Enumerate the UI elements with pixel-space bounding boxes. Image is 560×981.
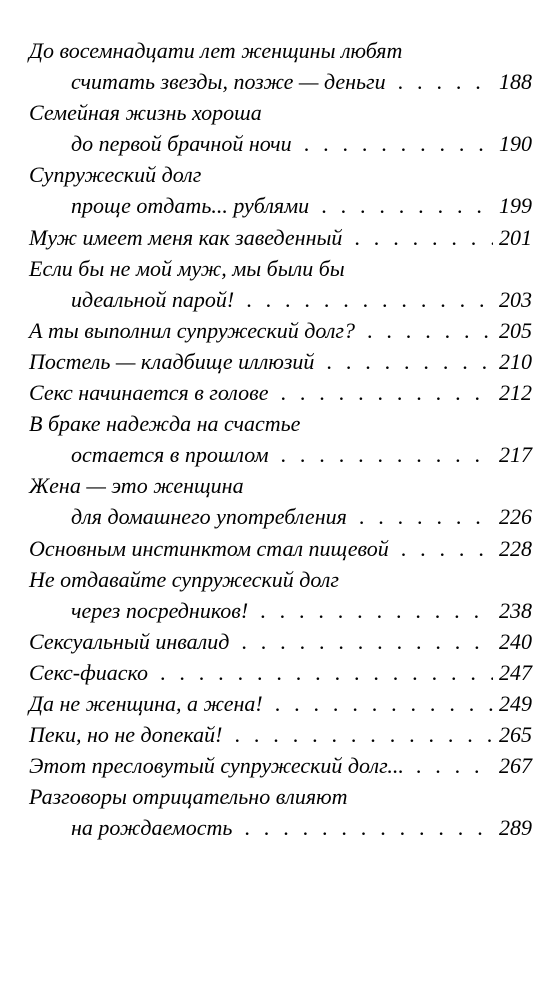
toc-entry-title: остается в прошлом bbox=[71, 442, 269, 468]
toc-entry[interactable] bbox=[29, 781, 532, 843]
dot-leader bbox=[342, 222, 493, 253]
toc-entry-line bbox=[29, 750, 532, 781]
toc-entry-continuation-line bbox=[29, 190, 532, 221]
toc-entry-title: Основным инстинктом стал пищевой bbox=[29, 535, 389, 561]
toc-entry-line bbox=[29, 408, 532, 439]
toc-entry[interactable] bbox=[29, 719, 532, 750]
dot-leader bbox=[148, 657, 493, 688]
toc-entry-title: Если бы не мой муж, мы были бы bbox=[29, 255, 345, 281]
dot-leader bbox=[269, 439, 494, 470]
toc-entry[interactable] bbox=[29, 346, 532, 377]
toc-entry-line bbox=[29, 159, 532, 190]
toc-entry-title: Секс начинается в голове bbox=[29, 380, 269, 406]
toc-entry-title: идеальной парой! bbox=[71, 286, 235, 312]
toc-entry[interactable] bbox=[29, 253, 532, 315]
toc-entry-continuation-line bbox=[29, 128, 532, 159]
toc-entry-line bbox=[29, 346, 532, 377]
toc-entry-title: Не отдавайте супружеский долг bbox=[29, 566, 339, 592]
toc-entry-continuation-line bbox=[29, 439, 532, 470]
toc-entry[interactable] bbox=[29, 470, 532, 532]
toc-entry-line bbox=[29, 315, 532, 346]
toc-entry-title: До восемнадцати лет женщины любят bbox=[29, 38, 403, 63]
toc-entry-title: Семейная жизнь хороша bbox=[29, 100, 262, 126]
toc-entry-title: Разговоры отрицательно влияют bbox=[29, 784, 348, 810]
toc-entry-title: Жена — это женщина bbox=[29, 473, 244, 499]
dot-leader bbox=[229, 626, 493, 657]
toc-entry-line bbox=[29, 377, 532, 408]
toc-entry-line bbox=[29, 222, 532, 253]
toc-entry-title: В браке надежда на счастье bbox=[29, 411, 301, 437]
toc-page-number: 205 bbox=[499, 317, 532, 343]
toc-entry[interactable] bbox=[29, 564, 532, 626]
toc-page-number: 203 bbox=[499, 286, 532, 312]
toc-entry[interactable] bbox=[29, 35, 532, 97]
toc-entry[interactable] bbox=[29, 222, 532, 253]
dot-leader bbox=[248, 595, 493, 626]
toc-entry-title: через посредников! bbox=[71, 597, 249, 623]
toc-entry-line bbox=[29, 564, 532, 595]
toc-page-number: 226 bbox=[499, 504, 532, 530]
dot-leader bbox=[232, 812, 493, 843]
dot-leader bbox=[292, 128, 493, 159]
toc-entry-continuation-line bbox=[29, 812, 532, 843]
toc-page-number: 228 bbox=[499, 535, 532, 561]
toc-entry-title: для домашнего употребления bbox=[71, 504, 347, 530]
toc-entry-line bbox=[29, 626, 532, 657]
toc-page-number: 201 bbox=[499, 224, 532, 250]
toc-entry[interactable] bbox=[29, 159, 532, 221]
dot-leader bbox=[234, 284, 493, 315]
table-of-contents bbox=[29, 35, 532, 843]
toc-entry[interactable] bbox=[29, 533, 532, 564]
toc-entry-title: Пеки, но не допекай! bbox=[29, 722, 223, 748]
toc-page-number: 238 bbox=[499, 597, 532, 623]
dot-leader bbox=[263, 688, 493, 719]
toc-page-number: 212 bbox=[499, 380, 532, 406]
toc-entry-line bbox=[29, 657, 532, 688]
toc-entry-line bbox=[29, 35, 532, 66]
toc-entry[interactable] bbox=[29, 626, 532, 657]
toc-entry[interactable] bbox=[29, 688, 532, 719]
toc-entry-title: считать звезды, позже — деньги bbox=[71, 69, 386, 95]
toc-entry[interactable] bbox=[29, 750, 532, 781]
toc-entry[interactable] bbox=[29, 315, 532, 346]
toc-entry-continuation-line bbox=[29, 595, 532, 626]
dot-leader bbox=[309, 190, 493, 221]
dot-leader bbox=[389, 533, 493, 564]
toc-entry[interactable] bbox=[29, 377, 532, 408]
dot-leader bbox=[347, 501, 493, 532]
toc-page-number: 188 bbox=[499, 69, 532, 95]
toc-entry[interactable] bbox=[29, 97, 532, 159]
dot-leader bbox=[355, 315, 493, 346]
dot-leader bbox=[314, 346, 493, 377]
dot-leader bbox=[268, 377, 493, 408]
dot-leader bbox=[223, 719, 494, 750]
toc-entry-title: Сексуальный инвалид bbox=[29, 628, 230, 654]
toc-entry-continuation-line bbox=[29, 66, 532, 97]
toc-entry-title: проще отдать... рублями bbox=[71, 193, 310, 219]
toc-entry-line bbox=[29, 470, 532, 501]
toc-entry-title: Супружеский долг bbox=[29, 162, 202, 188]
toc-entry-title: до первой брачной ночи bbox=[71, 131, 292, 157]
dot-leader bbox=[404, 750, 493, 781]
toc-entry-continuation-line bbox=[29, 501, 532, 532]
toc-page-number: 217 bbox=[499, 442, 532, 468]
toc-entry-title: Секс-фиаско bbox=[29, 659, 148, 685]
toc-page-number: 210 bbox=[499, 348, 532, 374]
toc-entry-title: Да не женщина, а жена! bbox=[29, 690, 263, 716]
toc-entry-continuation-line bbox=[29, 284, 532, 315]
toc-page-number: 249 bbox=[499, 690, 532, 716]
toc-entry-line bbox=[29, 781, 532, 812]
toc-entry[interactable] bbox=[29, 408, 532, 470]
toc-page-number: 190 bbox=[499, 131, 532, 157]
toc-entry-title: А ты выполнил супружеский долг? bbox=[29, 317, 355, 343]
toc-entry-title: Постель — кладбище иллюзий bbox=[29, 348, 315, 374]
toc-page-number: 265 bbox=[499, 722, 532, 748]
toc-page-number: 267 bbox=[499, 753, 532, 779]
toc-page-number: 240 bbox=[499, 628, 532, 654]
toc-page-number: 199 bbox=[499, 193, 532, 219]
toc-entry-title: на рождаемость bbox=[71, 815, 233, 841]
toc-entry-title: Муж имеет меня как заведенный bbox=[29, 224, 343, 250]
toc-entry-line bbox=[29, 253, 532, 284]
dot-leader bbox=[386, 66, 493, 97]
toc-entry-line bbox=[29, 97, 532, 128]
toc-entry-line bbox=[29, 719, 532, 750]
toc-page-number: 247 bbox=[499, 659, 532, 685]
toc-entry-title: Этот пресловутый супружеский долг... bbox=[29, 753, 404, 779]
toc-entry-line bbox=[29, 688, 532, 719]
toc-entry[interactable] bbox=[29, 657, 532, 688]
toc-entry-line bbox=[29, 533, 532, 564]
toc-page-number: 289 bbox=[499, 815, 532, 841]
